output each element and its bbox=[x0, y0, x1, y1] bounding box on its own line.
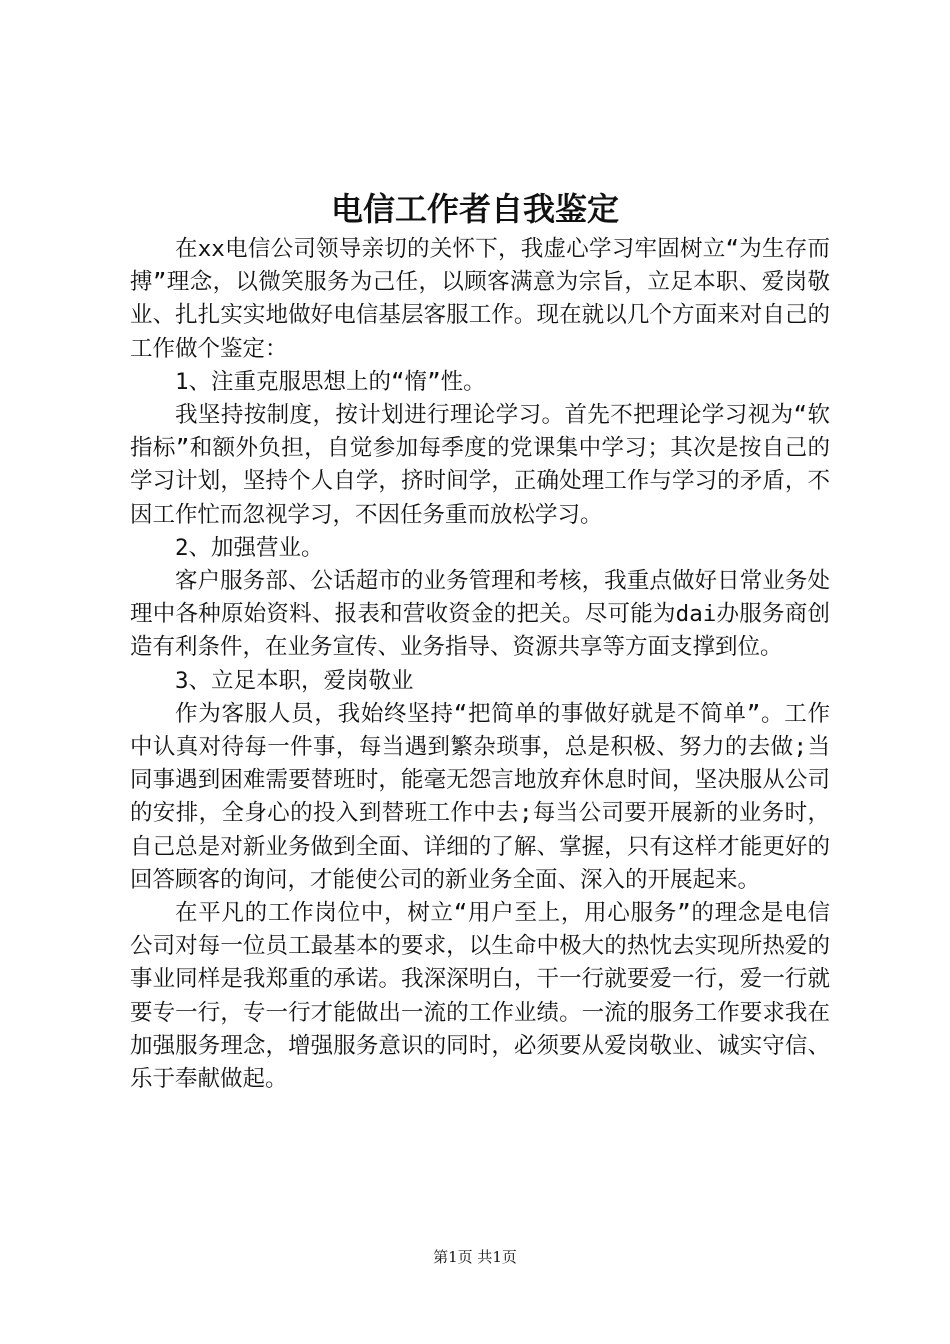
page-footer: 第1页 共1页 bbox=[433, 1248, 517, 1266]
paragraph-study: 我坚持按制度，按计划进行理论学习。首先不把理论学习视为“软指标”和额外负担，自觉参加每季度的党课集中学习；其次是按自己的学习计划，坚持个人自学，挤时间学，正确处理工作与学习的矛盾，不因工作忙而忽视学习，不因任务重而放松学习。 bbox=[130, 402, 830, 528]
paragraph-service: 作为客服人员，我始终坚持“把简单的事做好就是不简单”。工作中认真对待每一件事，每当遇到繁杂琐事，总是积极、努力的去做;当同事遇到困难需要替班时，能毫无怨言地放弃休息时间，坚决服从公司的安排，全身心的投入到替班工作中去;每当公司要开展新的业务时，自己总是对新业务做到全面、详细的了解、掌握，只有这样才能更好的回答顾客的询问，才能使公司的新业务全面、深入的开展起来。 bbox=[130, 700, 830, 893]
paragraph-intro: 在xx电信公司领导亲切的关怀下，我虚心学习牢固树立“为生存而搏”理念，以微笑服务为己任，以顾客满意为宗旨，立足本职、爱岗敬业、扎扎实实地做好电信基层客服工作。现在就以几个方面来对自己的工作做个鉴定： bbox=[130, 236, 830, 362]
document-body bbox=[130, 233, 830, 1096]
section-heading-2: 2、加强营业。 bbox=[175, 534, 324, 561]
paragraph-business: 客户服务部、公话超市的业务管理和考核，我重点做好日常业务处理中各种原始资料、报表和营收资金的把关。尽可能为dai办服务商创造有利条件，在业务宣传、业务指导、资源共享等方面支撑到位。 bbox=[130, 568, 830, 661]
section-heading-1: 1、注重克服思想上的“惰”性。 bbox=[175, 368, 486, 395]
section-heading-3: 3、立足本职，爱岗敬业 bbox=[175, 667, 414, 694]
document-title: 电信工作者自我鉴定 bbox=[330, 190, 619, 228]
paragraph-conclusion: 在平凡的工作岗位中，树立“用户至上，用心服务”的理念是电信公司对每一位员工最基本的要求，以生命中极大的热忱去实现所热爱的事业同样是我郑重的承诺。我深深明白，干一行就要爱一行，爱一行就要专一行，专一行才能做出一流的工作业绩。一流的服务工作要求我在加强服务理念，增强服务意识的同时，必须要从爱岗敬业、诚实守信、乐于奉献做起。 bbox=[130, 900, 830, 1093]
